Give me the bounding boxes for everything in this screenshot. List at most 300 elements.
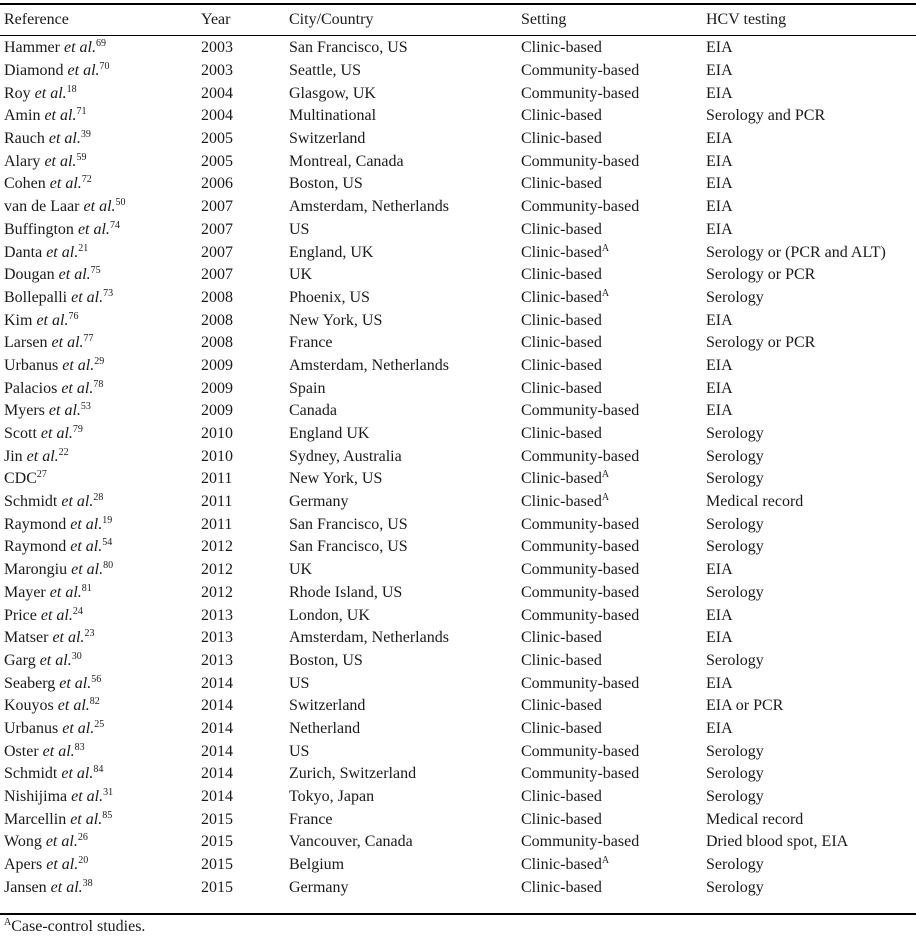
testing-value: EIA <box>706 152 733 170</box>
cell-city-country <box>289 105 521 128</box>
cell-city-country <box>289 559 521 582</box>
author-name: Oster <box>4 742 39 760</box>
author-name: Nishijima <box>4 788 68 806</box>
cell-hcv-testing <box>706 196 916 219</box>
author-name: Apers <box>4 856 43 874</box>
year-value: 2004 <box>201 84 233 102</box>
cell-setting <box>521 128 706 151</box>
cell-reference <box>0 491 201 514</box>
citation-number: 21 <box>78 242 89 254</box>
citation-number: 80 <box>103 560 114 572</box>
author-name: Dougan <box>4 266 55 284</box>
testing-value: EIA <box>706 719 733 737</box>
cell-city-country <box>289 82 521 105</box>
citation-number: 79 <box>72 424 83 436</box>
citation-number: 85 <box>102 809 113 821</box>
testing-value: EIA <box>706 198 733 216</box>
cell-year <box>201 241 289 264</box>
testing-value: EIA <box>706 402 733 420</box>
author-name: Roy <box>4 84 31 102</box>
cell-year <box>201 105 289 128</box>
author-name: Raymond <box>4 515 67 533</box>
cell-year <box>201 627 289 650</box>
cell-reference <box>0 445 201 468</box>
cell-setting <box>521 173 706 196</box>
cell-reference <box>0 377 201 400</box>
testing-value: Serology <box>706 878 764 896</box>
table-row <box>0 128 916 151</box>
cell-setting <box>521 650 706 673</box>
table-row <box>0 513 916 536</box>
cell-year <box>201 695 289 718</box>
setting-value: Clinic-based <box>521 175 602 193</box>
author-name: Bollepalli <box>4 288 68 306</box>
year-value: 2011 <box>201 493 233 511</box>
city-value: San Francisco, US <box>289 39 408 57</box>
citation-number: 28 <box>93 492 104 504</box>
cell-city-country <box>289 718 521 741</box>
et-al: et al. <box>63 39 96 57</box>
city-value: Spain <box>289 379 326 397</box>
setting-value: Community-based <box>521 765 640 783</box>
et-al: et al. <box>39 651 72 669</box>
cell-city-country <box>289 695 521 718</box>
year-value: 2008 <box>201 311 233 329</box>
cell-year <box>201 854 289 877</box>
table-row <box>0 445 916 468</box>
cell-city-country <box>289 173 521 196</box>
setting-value: Clinic-based <box>521 107 602 125</box>
cell-reference <box>0 831 201 854</box>
setting-value: Community-based <box>521 515 640 533</box>
testing-value: Serology <box>706 538 764 556</box>
year-value: 2008 <box>201 334 233 352</box>
cell-year <box>201 536 289 559</box>
setting-value: Clinic-based <box>521 220 602 238</box>
cell-setting <box>521 786 706 809</box>
year-value: 2015 <box>201 810 233 828</box>
setting-value: Clinic-based <box>521 243 602 261</box>
cell-hcv-testing <box>706 309 916 332</box>
testing-value: EIA <box>706 62 733 80</box>
cell-setting <box>521 604 706 627</box>
year-value: 2015 <box>201 833 233 851</box>
cell-setting <box>521 150 706 173</box>
cell-city-country <box>289 650 521 673</box>
author-name: Raymond <box>4 538 67 556</box>
author-name: Myers <box>4 402 45 420</box>
citation-number: 20 <box>78 855 89 867</box>
cell-hcv-testing <box>706 808 916 831</box>
city-value: Phoenix, US <box>289 288 370 306</box>
cell-setting <box>521 332 706 355</box>
cell-setting <box>521 831 706 854</box>
et-al: et al. <box>71 561 104 579</box>
cell-city-country <box>289 627 521 650</box>
cell-setting <box>521 82 706 105</box>
cell-year <box>201 876 289 899</box>
cell-setting <box>521 105 706 128</box>
testing-value: Serology <box>706 288 764 306</box>
et-al: et al. <box>34 84 67 102</box>
table-row <box>0 355 916 378</box>
header-row <box>0 6 916 34</box>
setting-value: Clinic-based <box>521 334 602 352</box>
et-al: et al. <box>26 447 59 465</box>
cell-city-country <box>289 196 521 219</box>
et-al: et al. <box>44 152 77 170</box>
cell-year <box>201 173 289 196</box>
setting-value: Community-based <box>521 198 640 216</box>
cell-setting <box>521 400 706 423</box>
cell-city-country <box>289 219 521 242</box>
table-row <box>0 196 916 219</box>
setting-value: Clinic-based <box>521 651 602 669</box>
table-row <box>0 582 916 605</box>
year-value: 2011 <box>201 515 233 533</box>
year-value: 2005 <box>201 152 233 170</box>
testing-value: EIA <box>706 175 733 193</box>
year-value: 2013 <box>201 651 233 669</box>
et-al: et al. <box>59 674 92 692</box>
footnote-text: Case-control studies. <box>11 918 146 935</box>
cell-setting <box>521 264 706 287</box>
setting-value: Community-based <box>521 538 640 556</box>
author-name: Hammer <box>4 39 60 57</box>
cell-setting <box>521 695 706 718</box>
cell-year <box>201 34 289 60</box>
cell-year <box>201 423 289 446</box>
year-value: 2006 <box>201 175 233 193</box>
cell-city-country <box>289 468 521 491</box>
setting-value: Clinic-based <box>521 629 602 647</box>
setting-footnote-marker: A <box>601 492 610 504</box>
et-al: et al. <box>44 107 77 125</box>
setting-value: Clinic-based <box>521 356 602 374</box>
cell-year <box>201 445 289 468</box>
city-value: New York, US <box>289 311 383 329</box>
cell-setting <box>521 718 706 741</box>
citation-number: 25 <box>94 718 105 730</box>
cell-city-country <box>289 34 521 60</box>
city-value: France <box>289 334 333 352</box>
testing-value: Serology or (PCR and ALT) <box>706 243 886 261</box>
table-row <box>0 150 916 173</box>
citation-number: 71 <box>76 106 87 118</box>
cell-setting <box>521 377 706 400</box>
city-value: Switzerland <box>289 697 366 715</box>
testing-value: Serology <box>706 788 764 806</box>
year-value: 2014 <box>201 765 233 783</box>
city-value: Switzerland <box>289 130 366 148</box>
citation-number: 22 <box>58 446 69 458</box>
citation-number: 27 <box>36 469 47 481</box>
table-row <box>0 377 916 400</box>
et-al: et al. <box>49 583 82 601</box>
testing-value: Serology <box>706 425 764 443</box>
cell-year <box>201 582 289 605</box>
cell-year <box>201 150 289 173</box>
cell-city-country <box>289 332 521 355</box>
citation-number: 77 <box>83 333 94 345</box>
cell-year <box>201 672 289 695</box>
citation-number: 19 <box>102 514 113 526</box>
setting-footnote-marker: A <box>601 855 610 867</box>
testing-value: EIA <box>706 629 733 647</box>
cell-hcv-testing <box>706 876 916 899</box>
setting-value: Community-based <box>521 447 640 465</box>
cell-hcv-testing <box>706 128 916 151</box>
table-row <box>0 173 916 196</box>
cell-setting <box>521 559 706 582</box>
cell-reference <box>0 287 201 310</box>
citation-number: 59 <box>76 151 87 163</box>
author-name: Seaberg <box>4 674 56 692</box>
year-value: 2012 <box>201 561 233 579</box>
setting-value: Clinic-based <box>521 288 602 306</box>
cell-reference <box>0 808 201 831</box>
cell-reference <box>0 536 201 559</box>
cell-reference <box>0 173 201 196</box>
cell-year <box>201 786 289 809</box>
city-value: Germany <box>289 878 349 896</box>
cell-reference <box>0 150 201 173</box>
table-row <box>0 400 916 423</box>
cell-setting <box>521 309 706 332</box>
citation-number: 78 <box>93 378 104 390</box>
cell-reference <box>0 672 201 695</box>
table-row <box>0 468 916 491</box>
citation-number: 50 <box>115 197 126 209</box>
et-al: et al. <box>61 493 94 511</box>
testing-value: Serology and PCR <box>706 107 826 125</box>
et-al: et al. <box>48 402 81 420</box>
city-value: Amsterdam, Netherlands <box>289 629 449 647</box>
cell-reference <box>0 423 201 446</box>
author-name: Danta <box>4 243 43 261</box>
year-value: 2003 <box>201 62 233 80</box>
cell-hcv-testing <box>706 82 916 105</box>
cell-city-country <box>289 786 521 809</box>
testing-value: Serology <box>706 856 764 874</box>
cell-setting <box>521 219 706 242</box>
et-al: et al. <box>45 833 78 851</box>
setting-value: Community-based <box>521 583 640 601</box>
cell-city-country <box>289 150 521 173</box>
setting-footnote-marker: A <box>601 287 610 299</box>
author-name: Wong <box>4 833 42 851</box>
cell-year <box>201 196 289 219</box>
testing-value: Serology <box>706 765 764 783</box>
testing-value: EIA <box>706 130 733 148</box>
cell-setting <box>521 491 706 514</box>
cell-hcv-testing <box>706 173 916 196</box>
citation-number: 69 <box>95 38 106 50</box>
setting-footnote-marker: A <box>601 242 610 254</box>
cell-year <box>201 763 289 786</box>
city-value: UK <box>289 266 313 284</box>
setting-value: Clinic-based <box>521 697 602 715</box>
setting-value: Clinic-based <box>521 493 602 511</box>
citation-number: 83 <box>74 741 85 753</box>
cell-city-country <box>289 60 521 83</box>
et-al: et al. <box>83 198 116 216</box>
testing-value: EIA <box>706 311 733 329</box>
table-row <box>0 536 916 559</box>
setting-value: Clinic-based <box>521 878 602 896</box>
et-al: et al. <box>40 606 73 624</box>
et-al: et al. <box>36 311 69 329</box>
year-value: 2009 <box>201 379 233 397</box>
year-value: 2013 <box>201 629 233 647</box>
city-value: England UK <box>289 425 370 443</box>
year-value: 2014 <box>201 742 233 760</box>
cell-setting <box>521 808 706 831</box>
cell-hcv-testing <box>706 695 916 718</box>
author-name: Scott <box>4 425 37 443</box>
cell-reference <box>0 513 201 536</box>
cell-hcv-testing <box>706 377 916 400</box>
cell-setting <box>521 34 706 60</box>
cell-hcv-testing <box>706 241 916 264</box>
year-value: 2009 <box>201 356 233 374</box>
author-name: Mayer <box>4 583 46 601</box>
cell-year <box>201 82 289 105</box>
header-year: Year <box>201 11 231 28</box>
et-al: et al. <box>49 175 82 193</box>
studies-table <box>0 6 916 899</box>
cell-year <box>201 513 289 536</box>
city-value: Belgium <box>289 856 345 874</box>
cell-city-country <box>289 309 521 332</box>
city-value: Glasgow, UK <box>289 84 376 102</box>
cell-setting <box>521 241 706 264</box>
year-value: 2013 <box>201 606 233 624</box>
author-name: Cohen <box>4 175 46 193</box>
cell-city-country <box>289 400 521 423</box>
testing-value: EIA <box>706 606 733 624</box>
year-value: 2014 <box>201 674 233 692</box>
year-value: 2012 <box>201 583 233 601</box>
cell-reference <box>0 876 201 899</box>
author-name: Palacios <box>4 379 58 397</box>
testing-value: Medical record <box>706 810 804 828</box>
cell-year <box>201 650 289 673</box>
et-al: et al. <box>71 288 104 306</box>
cell-setting <box>521 423 706 446</box>
table-row <box>0 332 916 355</box>
cell-hcv-testing <box>706 763 916 786</box>
city-value: San Francisco, US <box>289 515 408 533</box>
table-row <box>0 82 916 105</box>
cell-year <box>201 60 289 83</box>
setting-value: Clinic-based <box>521 311 602 329</box>
cell-reference <box>0 34 201 60</box>
setting-value: Clinic-based <box>521 719 602 737</box>
cell-reference <box>0 332 201 355</box>
cell-city-country <box>289 241 521 264</box>
cell-city-country <box>289 513 521 536</box>
year-value: 2014 <box>201 697 233 715</box>
year-value: 2015 <box>201 856 233 874</box>
year-value: 2007 <box>201 220 233 238</box>
cell-reference <box>0 559 201 582</box>
city-value: Tokyo, Japan <box>289 788 375 806</box>
header-city-country: City/Country <box>289 11 374 28</box>
author-name: Jansen <box>4 878 47 896</box>
setting-value: Community-based <box>521 606 640 624</box>
cell-hcv-testing <box>706 786 916 809</box>
setting-value: Community-based <box>521 561 640 579</box>
cell-reference <box>0 582 201 605</box>
citation-number: 72 <box>81 174 92 186</box>
table-row <box>0 264 916 287</box>
city-value: Multinational <box>289 107 377 125</box>
city-value: Vancouver, Canada <box>289 833 413 851</box>
citation-number: 18 <box>66 83 77 95</box>
et-al: et al. <box>77 220 110 238</box>
citation-number: 74 <box>109 219 120 231</box>
testing-value: EIA <box>706 561 733 579</box>
author-name: Jin <box>4 447 23 465</box>
et-al: et al. <box>70 515 103 533</box>
table-row <box>0 241 916 264</box>
et-al: et al. <box>70 810 103 828</box>
testing-value: EIA <box>706 379 733 397</box>
setting-value: Community-based <box>521 833 640 851</box>
cell-year <box>201 128 289 151</box>
city-value: Seattle, US <box>289 62 361 80</box>
cell-city-country <box>289 355 521 378</box>
cell-year <box>201 808 289 831</box>
et-al: et al. <box>52 629 85 647</box>
et-al: et al. <box>62 719 95 737</box>
author-name: Price <box>4 606 37 624</box>
cell-reference <box>0 264 201 287</box>
cell-hcv-testing <box>706 854 916 877</box>
city-value: Amsterdam, Netherlands <box>289 198 449 216</box>
cell-reference <box>0 128 201 151</box>
citation-number: 73 <box>103 287 114 299</box>
et-al: et al. <box>51 334 84 352</box>
citation-number: 30 <box>71 650 82 662</box>
year-value: 2009 <box>201 402 233 420</box>
city-value: Boston, US <box>289 175 363 193</box>
citation-number: 75 <box>90 265 101 277</box>
table-row <box>0 854 916 877</box>
author-name: Schmidt <box>4 765 58 783</box>
citation-number: 84 <box>93 764 104 776</box>
cell-reference <box>0 786 201 809</box>
cell-setting <box>521 582 706 605</box>
city-value: Zurich, Switzerland <box>289 765 417 783</box>
table-body <box>0 34 916 899</box>
author-name: Rauch <box>4 130 45 148</box>
cell-hcv-testing <box>706 355 916 378</box>
cell-reference <box>0 604 201 627</box>
testing-value: EIA <box>706 674 733 692</box>
cell-hcv-testing <box>706 513 916 536</box>
setting-value: Clinic-based <box>521 810 602 828</box>
cell-city-country <box>289 582 521 605</box>
year-value: 2007 <box>201 243 233 261</box>
city-value: New York, US <box>289 470 383 488</box>
footnote-marker: A <box>4 917 12 928</box>
setting-value: Clinic-based <box>521 130 602 148</box>
city-value: Montreal, Canada <box>289 152 404 170</box>
author-name: Urbanus <box>4 719 59 737</box>
cell-hcv-testing <box>706 423 916 446</box>
